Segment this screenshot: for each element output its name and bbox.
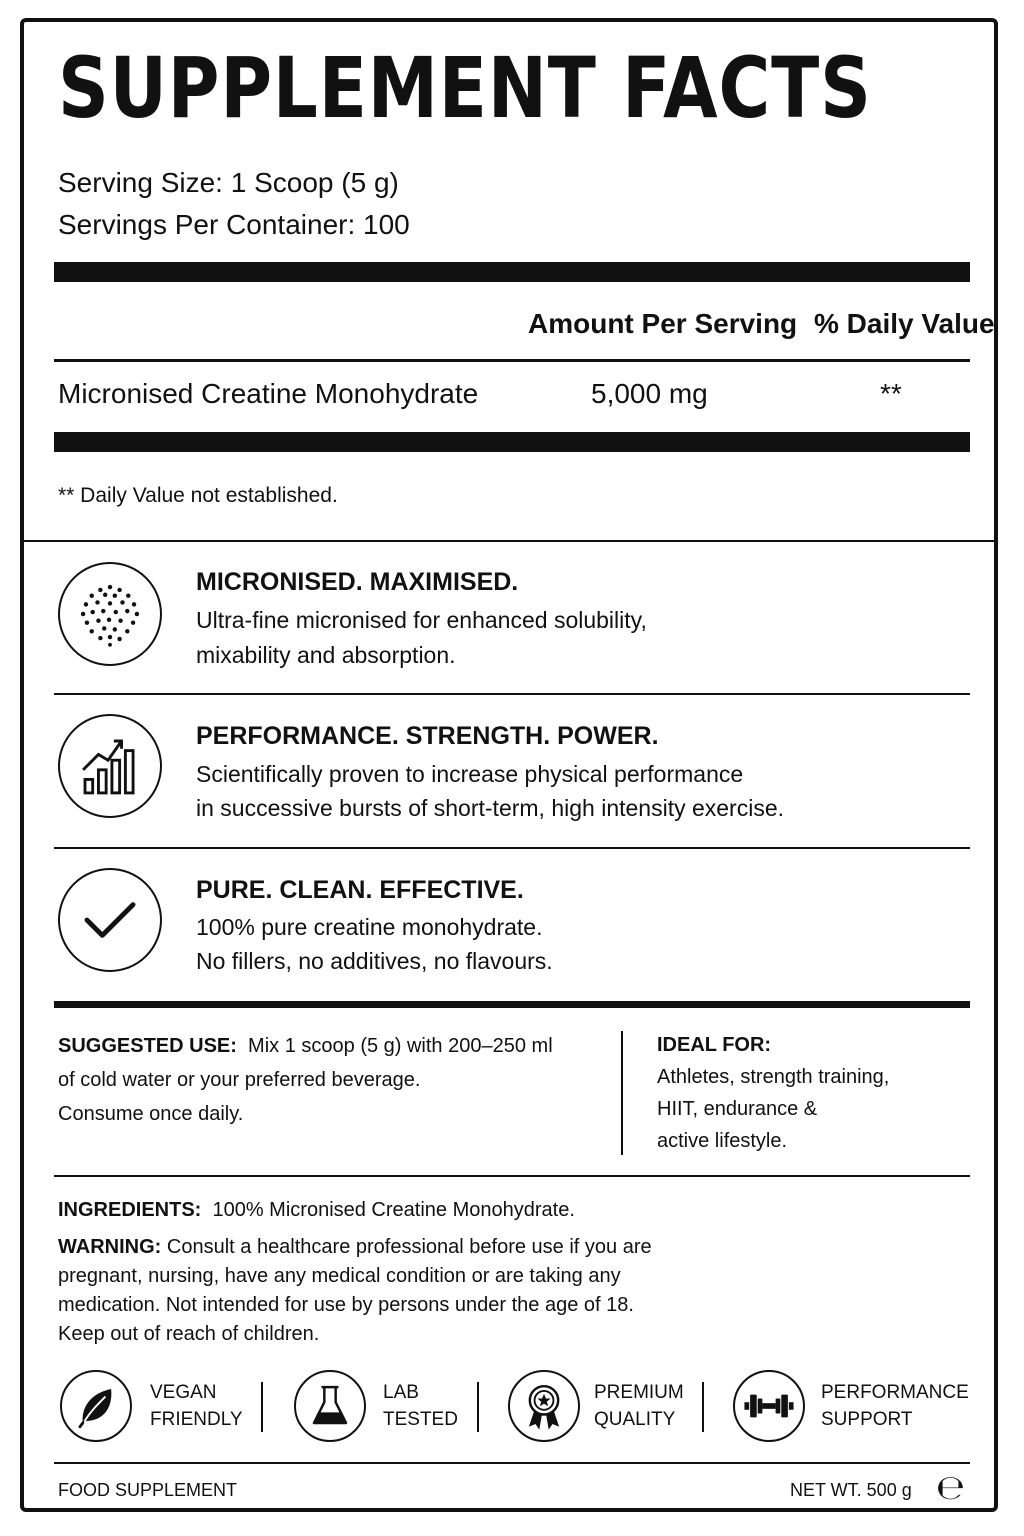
- thick-divider: [54, 432, 970, 452]
- dumbbell-icon: [733, 1370, 805, 1442]
- col-dv-header: % Daily Value: [814, 308, 995, 339]
- badge-label: [594, 1379, 684, 1433]
- warning-line: Keep out of reach of children.: [58, 1323, 320, 1345]
- feature-description: No fillers, no additives, no flavours.: [196, 948, 553, 974]
- servings-per-container: Servings Per Container: 100: [58, 209, 410, 240]
- suggested-use-line: of cold water or your preferred beverage.: [58, 1069, 421, 1091]
- badge-label: [821, 1379, 969, 1433]
- warning-line: Consult a healthcare professional before use if you are: [166, 1236, 652, 1258]
- feature-divider: [54, 847, 970, 849]
- badge-label: [383, 1379, 458, 1433]
- ideal-for-label: IDEAL FOR:: [657, 1034, 772, 1056]
- feature-divider: [54, 693, 970, 695]
- estimated-sign-icon: ℮: [936, 1468, 966, 1508]
- ingredients-label: INGREDIENTS:: [58, 1199, 202, 1221]
- warning-line: medication. Not intended for use by persons under the age of 18.: [58, 1294, 634, 1316]
- feature-description: 100% pure creatine monohydrate.: [196, 914, 543, 940]
- leaf-icon: [60, 1370, 132, 1442]
- badge-label-line: LAB: [383, 1382, 419, 1403]
- dv-footnote: ** Daily Value not established.: [58, 484, 338, 507]
- badge-label-line: PREMIUM: [594, 1382, 684, 1403]
- flask-icon: [294, 1370, 366, 1442]
- badge-divider: [477, 1382, 479, 1432]
- feature-title: PURE. CLEAN. EFFECTIVE.: [196, 876, 524, 904]
- badge-label: [150, 1379, 243, 1433]
- ideal-for-line: HIIT, endurance &: [657, 1098, 818, 1120]
- feature-title: PERFORMANCE. STRENGTH. POWER.: [196, 722, 659, 750]
- net-weight: NET WT. 500 g: [790, 1480, 912, 1500]
- medium-divider: [54, 1001, 970, 1008]
- performance-chart-icon: [58, 714, 162, 818]
- badge-divider: [702, 1382, 704, 1432]
- ideal-for-line: active lifestyle.: [657, 1130, 788, 1152]
- ideal-for: [657, 1029, 967, 1157]
- badge-label-line: SUPPORT: [821, 1409, 913, 1430]
- col-amount-header: Amount Per Serving: [528, 308, 798, 339]
- ingredient-name: Micronised Creatine Monohydrate: [58, 378, 479, 409]
- section-divider: [22, 540, 998, 542]
- award-medal-icon: [508, 1370, 580, 1442]
- food-supplement-label: FOOD SUPPLEMENT: [58, 1480, 238, 1500]
- feature-description: mixability and absorption.: [196, 642, 456, 668]
- suggested-use-label: SUGGESTED USE:: [58, 1035, 237, 1057]
- serving-size: Serving Size: 1 Scoop (5 g): [58, 167, 399, 198]
- feature-title: MICRONISED. MAXIMISED.: [196, 568, 519, 596]
- badge-label-line: TESTED: [383, 1409, 458, 1430]
- warning-label: WARNING:: [58, 1236, 162, 1258]
- ingredients-text: 100% Micronised Creatine Monohydrate.: [212, 1199, 575, 1221]
- feature-description: Scientifically proven to increase physical performance: [196, 761, 744, 787]
- suggested-use: [58, 1029, 598, 1131]
- warning-line: pregnant, nursing, have any medical condition or are taking any: [58, 1265, 621, 1287]
- feature-description: in successive bursts of short-term, high intensity exercise.: [196, 795, 785, 821]
- ingredient-dv: **: [880, 378, 902, 409]
- thick-divider: [54, 262, 970, 282]
- section-divider: [54, 1175, 970, 1177]
- checkmark-icon: [58, 868, 162, 972]
- ingredients: [58, 1196, 958, 1225]
- micronised-particles-icon: [58, 562, 162, 666]
- badge-label-line: PERFORMANCE: [821, 1382, 969, 1403]
- badge-divider: [261, 1382, 263, 1432]
- badge-label-line: QUALITY: [594, 1409, 676, 1430]
- column-divider: [621, 1031, 623, 1155]
- ingredient-amount: 5,000 mg: [591, 378, 708, 409]
- suggested-use-line: Mix 1 scoop (5 g) with 200–250 ml: [248, 1035, 553, 1057]
- feature-description: Ultra-fine micronised for enhanced solubility,: [196, 607, 647, 633]
- suggested-use-line: Consume once daily.: [58, 1103, 244, 1125]
- badge-label-line: FRIENDLY: [150, 1409, 243, 1430]
- badge-label-line: VEGAN: [150, 1382, 217, 1403]
- table-header-divider: [54, 359, 970, 362]
- ideal-for-line: Athletes, strength training,: [657, 1066, 890, 1088]
- warning: [58, 1233, 958, 1349]
- page-title: SUPPLEMENT FACTS: [58, 39, 872, 137]
- footer-divider: [54, 1462, 970, 1464]
